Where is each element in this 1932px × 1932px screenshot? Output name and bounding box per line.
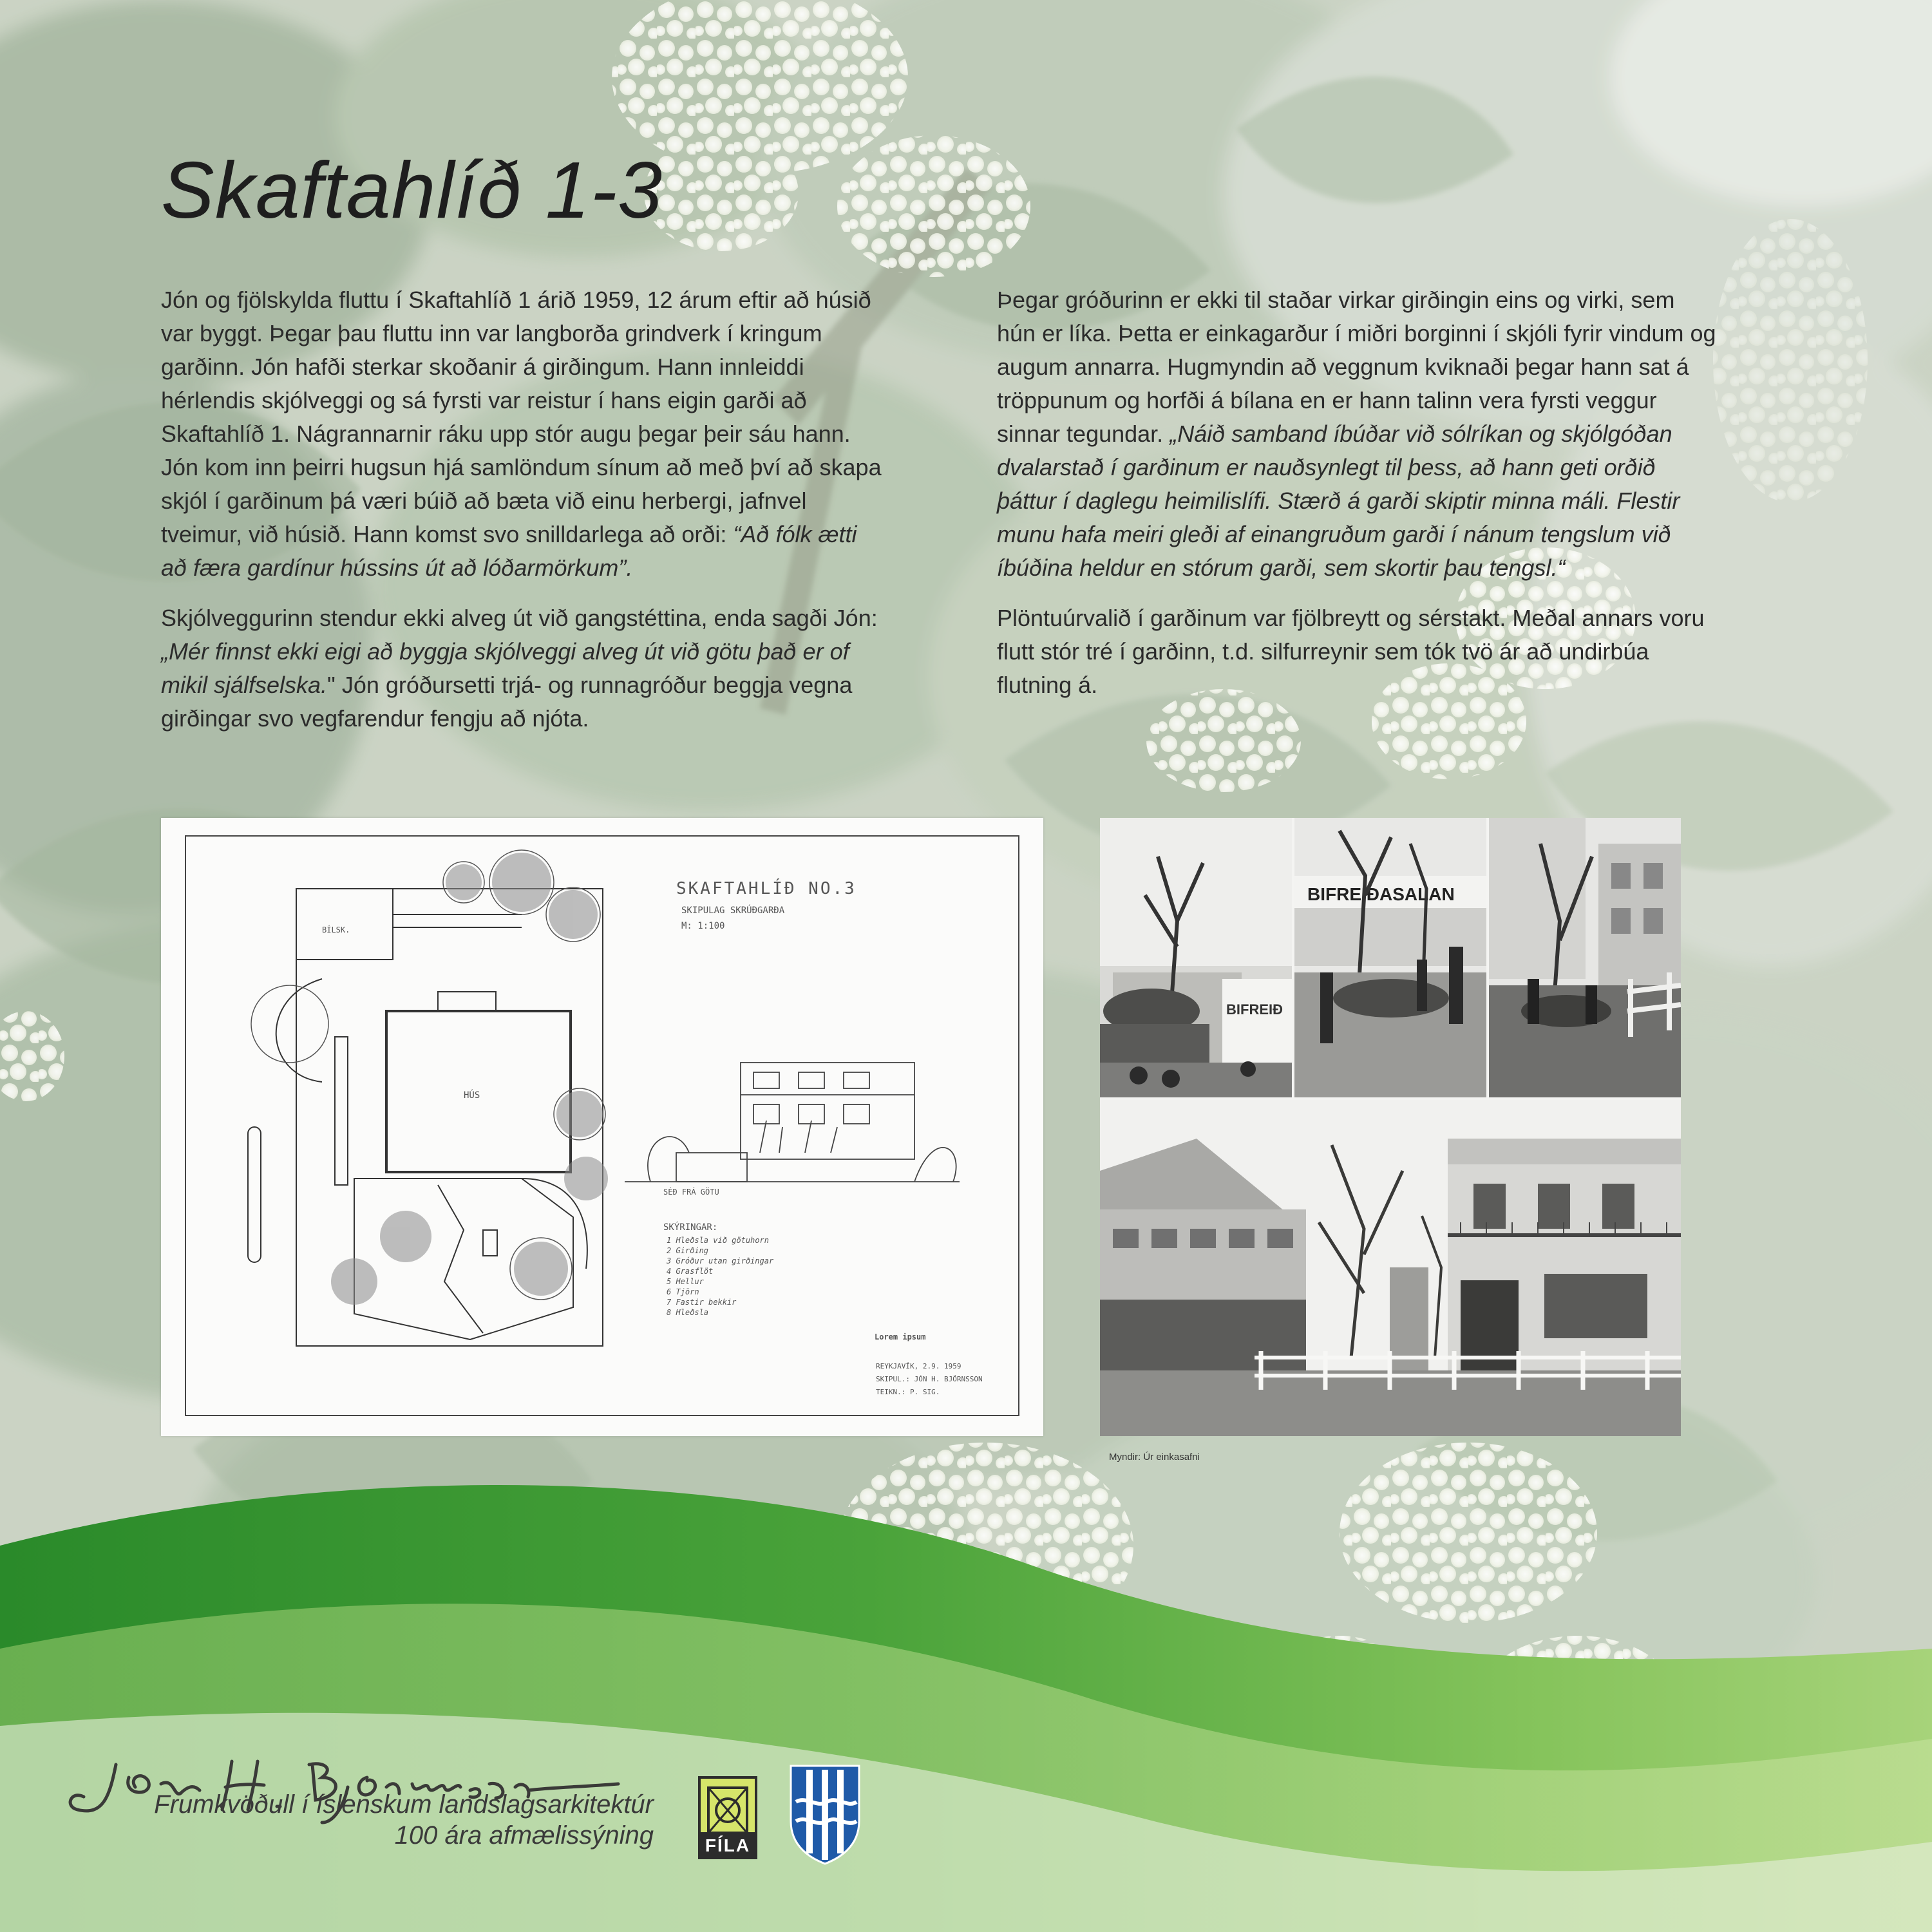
paragraph: Skjólveggurinn stendur ekki alveg út við gangstéttina, enda sagði Jón: „Mér finnst ekki eigi að byggja skjólveggi alveg út við götu það er of mikil sjálfselska." Jón gróðursetti trjá- og runnagróður beggja vegna girðingar svo vegfarendur fengju að njóta. [161,605,878,732]
quote: “Að fólk ætti að færa gardínur hússins út að lóðarmörkum”. [161,521,857,581]
photo-house-fence [1100,1100,1681,1436]
tagline [154,1789,654,1851]
reykjavik-coat-of-arms-icon [787,1763,863,1865]
plan-sign-line: REYKJAVÍK, 2.9. 1959 [876,1362,961,1370]
legend-item: 3 Gróður utan girðingar [667,1256,774,1265]
house-label: HÚS [464,1090,480,1101]
photo-caption: Myndir: Úr einkasafni [1109,1452,1200,1463]
photo-planting [1489,818,1681,1097]
photo-sign-text: BIFREIÐ [1226,1001,1283,1018]
garage-label: BÍLSK. [322,925,350,934]
plan-sign-line: TEIKN.: P. SIG. [876,1388,940,1396]
plan-sign-line: SKIPUL.: JÓN H. BJÖRNSSON [876,1375,983,1383]
legend-item: 4 Grasflöt [667,1267,714,1276]
legend-item: 2 Girðing [667,1246,709,1255]
elevation-label: SÉÐ FRÁ GÖTU [663,1188,719,1197]
text-column-left [161,283,882,752]
legend-item: 7 Fastir bekkir [667,1298,737,1307]
plan-heading: SKAFTAHLÍÐ NO.3 [676,879,857,898]
paragraph: Jón og fjölskylda fluttu í Skaftahlíð 1 árið 1959, 12 árum eftir að húsið var byggt. Þegar þau fluttu inn var langborða grindverk í kringum garðinn. Jón hafði sterkar skoðanir á girðingum. Hann innleiddi hérlendis skjólveggi og sá fyrsti var reistur í hans eigin garði að Skaftahlíð 1. Nágrannarnir ráku upp stór augu þegar þeir sáu hann. Jón kom inn þeirri hugsun hjá samlöndum sínum að með því að skapa skjól í garðinum þá væri búið að bæta við einu herbergi, jafnvel tveimur, við húsið. Hann komst svo snilldarlega að orði: “Að fólk ætti að færa gardínur hússins út að lóðarmörkum”. [161,287,882,581]
plan-subheading: SKIPULAG SKRÚÐGARÐA [681,905,785,916]
photo-tree-moving [1100,818,1292,1097]
fila-label: FÍLA [698,1832,757,1859]
paragraph: Þegar gróðurinn er ekki til staðar virkar girðingin eins og virki, sem hún er líka. Þetta er einkagarður í miðri borginni í skjóli fyrir vindum og augum annarra. Hugmyndin að veggnum kviknaði þegar hann sat á tröppunum og horfði á bílana en er hann talinn vera fyrsti veggur sinnar tegundar. „Náið samband íbúðar við sólríkan og skjólgóðan dvalarstað í garðinum er nauðsynlegt til þess, að hann geti orðið þáttur í daglegu heimilislífi. Stærð á garði skiptir minna máli. Flestir munu hafa meiri gleði af einangruðum garði í nánum tengslum við íbúðina heldur en stórum garði, sem skortir þau tengsl.“ [997,287,1716,581]
tagline-line-1: Frumkvöðull í íslenskum landslagsarkitektúr [154,1790,654,1819]
quote: „Mér finnst ekki eigi að byggja skjólveggi alveg út við götu það er of mikil sjálfselska. [161,638,849,698]
legend-item: 5 Hellur [667,1277,704,1286]
photo-bifreidasalan [1294,818,1486,1097]
tagline-line-2: 100 ára afmælissýning [394,1821,654,1850]
legend-item: 1 Hleðsla við götuhorn [667,1236,769,1245]
photo-collage [1100,818,1681,1436]
legend-item: 6 Tjörn [667,1287,699,1296]
garden-plan-drawing [161,818,1043,1436]
quote: „Náið samband íbúðar við sólríkan og skjólgóðan dvalarstað í garðinum er nauðsynlegt til þess, að hann geti orðið þáttur í daglegu heimilislífi. Stærð á garði skiptir minna máli. Flestir munu hafa meiri gleði af einangruðum garði í nánum tengslum við íbúðina heldur en stórum garði, sem skortir þau tengsl.“ [997,421,1680,581]
legend-item: 8 Hleðsla [667,1308,709,1317]
plan-lorem: Lorem ipsum [875,1332,926,1341]
paragraph: Plöntuúrvalið í garðinum var fjölbreytt og sérstakt. Meðal annars voru flutt stór tré í garðinn, t.d. silfurreynir sem tók tvö ár að undirbúa flutning á. [997,605,1705,698]
photo-sign-text: BIFREIÐASALAN [1307,884,1455,904]
legend-title: SKÝRINGAR: [663,1222,718,1233]
plan-scale: M: 1:100 [681,921,725,931]
text-column-right [997,283,1718,719]
page-title: Skaftahlíð 1-3 [161,146,663,235]
